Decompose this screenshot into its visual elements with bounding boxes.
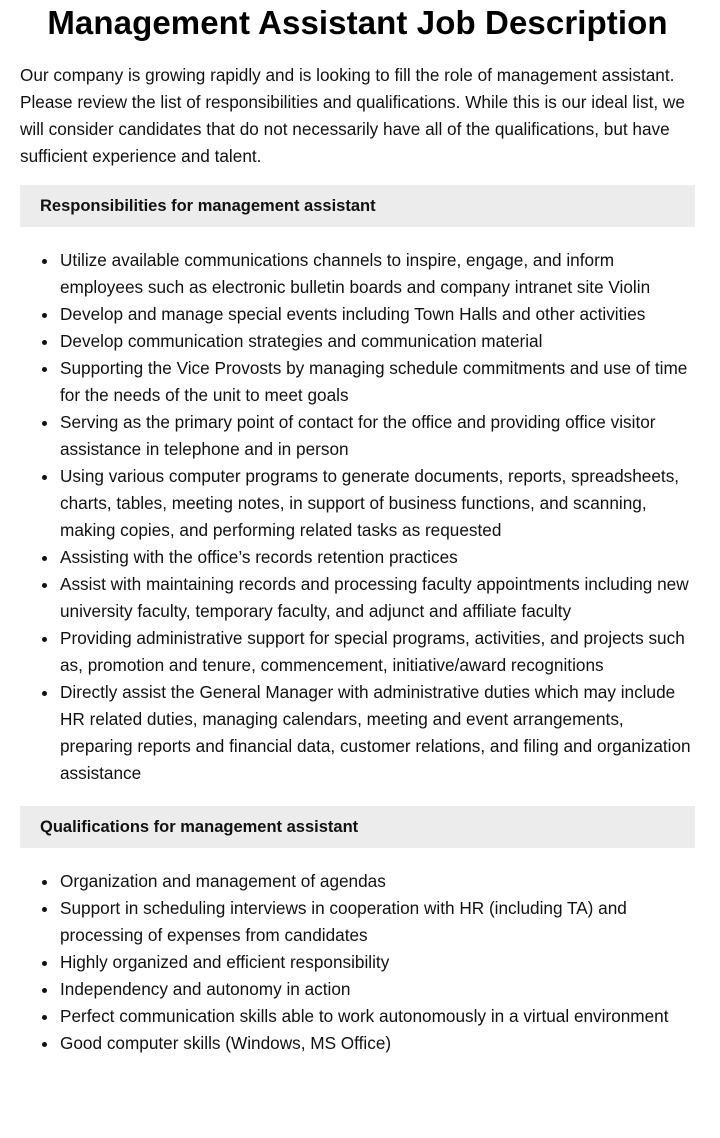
list-item: Assist with maintaining records and processing faculty appointments including new university faculty, temporary faculty, and adjunct and affiliate faculty [60, 571, 695, 625]
list-item: Organization and management of agendas [60, 868, 695, 895]
list-item: Develop communication strategies and communication material [60, 328, 695, 355]
qualifications-heading: Qualifications for management assistant [20, 806, 695, 848]
list-item: Highly organized and efficient responsibility [60, 949, 695, 976]
list-item: Independency and autonomy in action [60, 976, 695, 1003]
list-item: Support in scheduling interviews in cooperation with HR (including TA) and processing of expenses from candidates [60, 895, 695, 949]
responsibilities-list [20, 247, 695, 787]
list-item: Supporting the Vice Provosts by managing schedule commitments and use of time for the needs of the unit to meet goals [60, 355, 695, 409]
intro-paragraph: Our company is growing rapidly and is looking to fill the role of management assistant. Please review the list of responsibilities and qualifications. While this is our ideal list, we will consider candidates that do not necessarily have all of the qualifications, but have sufficient experience and talent. [20, 65, 685, 166]
list-item: Develop and manage special events including Town Halls and other activities [60, 301, 695, 328]
qualifications-list [20, 868, 695, 1057]
list-item: Using various computer programs to generate documents, reports, spreadsheets, charts, tables, meeting notes, in support of business functions, and scanning, making copies, and performing related tasks as requested [60, 463, 695, 544]
list-item: Assisting with the office’s records retention practices [60, 544, 695, 571]
list-item: Good computer skills (Windows, MS Office) [60, 1030, 695, 1057]
list-item: Utilize available communications channels to inspire, engage, and inform employees such as electronic bulletin boards and company intranet site Violin [60, 247, 695, 301]
list-item: Perfect communication skills able to work autonomously in a virtual environment [60, 1003, 695, 1030]
responsibilities-heading: Responsibilities for management assistant [20, 185, 695, 227]
page-title: Management Assistant Job Description [47, 4, 668, 41]
list-item: Serving as the primary point of contact for the office and providing office visitor assistance in telephone and in person [60, 409, 695, 463]
list-item: Providing administrative support for special programs, activities, and projects such as, promotion and tenure, commencement, initiative/award recognitions [60, 625, 695, 679]
list-item: Directly assist the General Manager with administrative duties which may include HR related duties, managing calendars, meeting and event arrangements, preparing reports and financial data, customer relations, and filing and organization assistance [60, 679, 695, 787]
